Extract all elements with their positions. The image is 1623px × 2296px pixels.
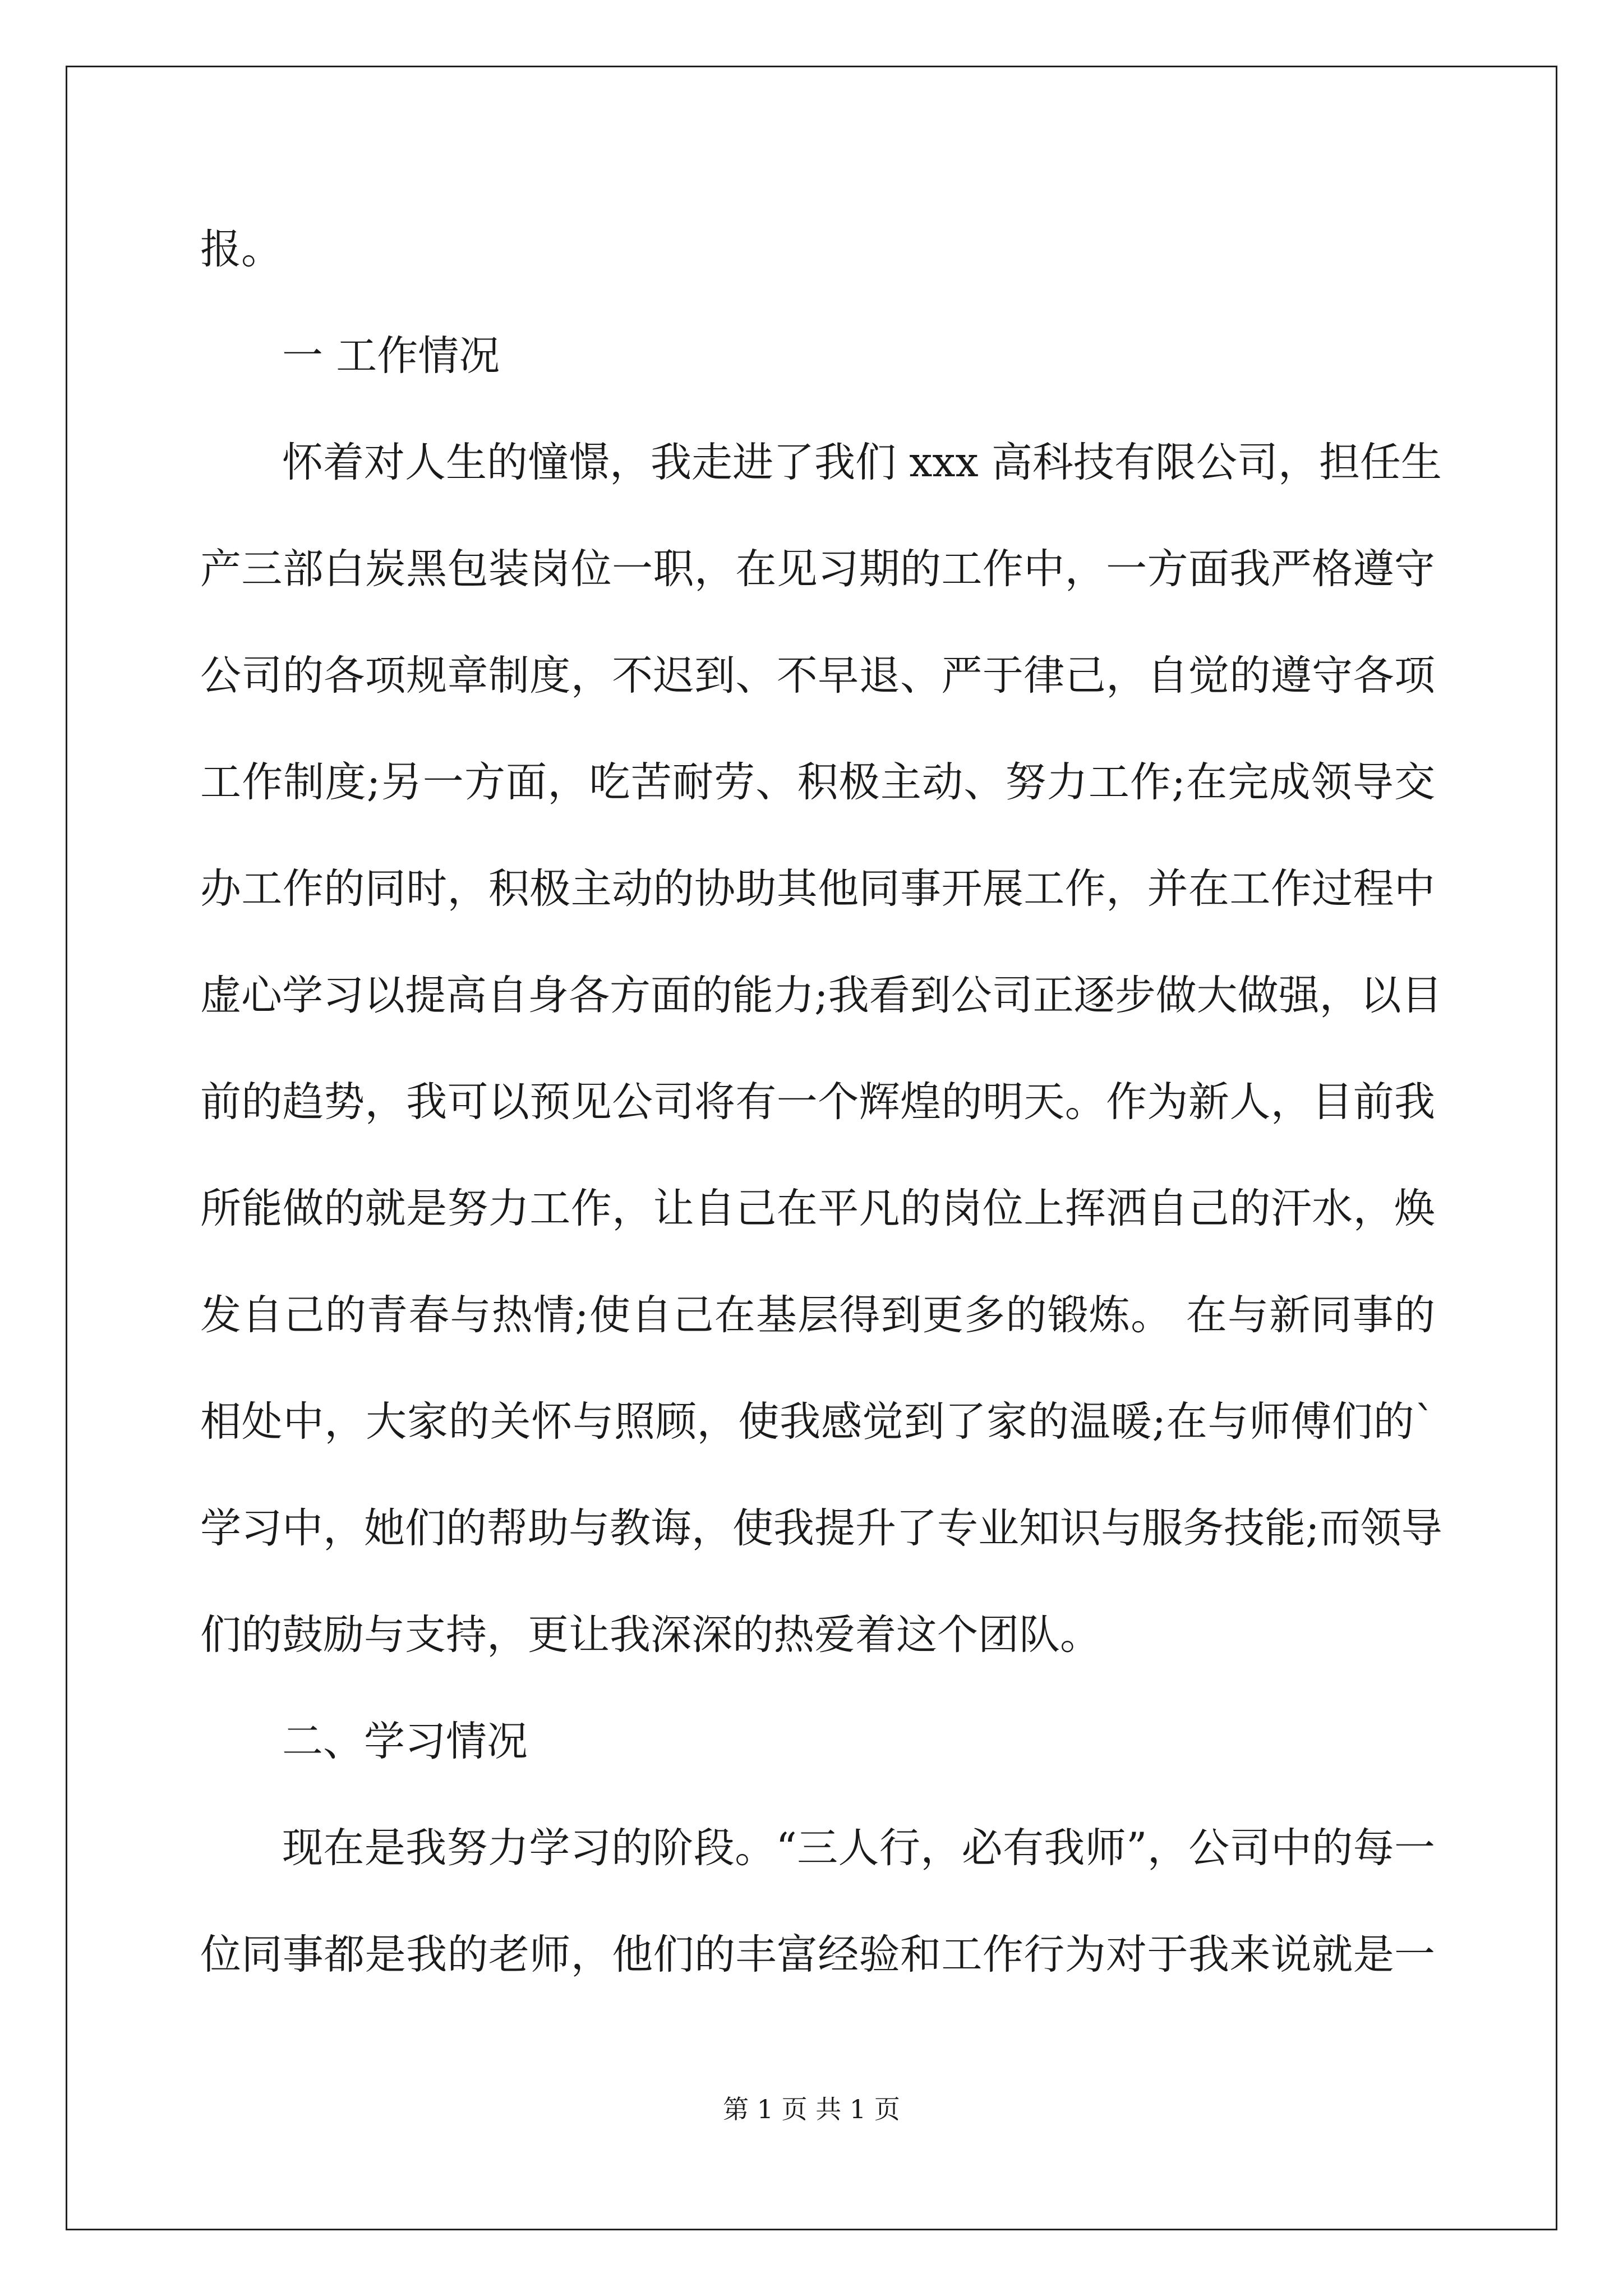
text-line: 发自己的青春与热情;使自己在基层得到更多的锻炼。 在与新同事的: [200, 1291, 1435, 1339]
section-heading: 一 工作情况: [282, 332, 500, 380]
text-line: 学习中，她们的帮助与教诲，使我提升了专业知识与服务技能;而领导: [200, 1504, 1442, 1552]
text-line: 位同事都是我的老师，他们的丰富经验和工作行为对于我来说就是一: [200, 1931, 1435, 1978]
text-line: 工作制度;另一方面，吃苦耐劳、积极主动、努力工作;在完成领导交: [200, 758, 1435, 806]
text-line: 怀着对人生的憧憬，我走进了我们 xxx 高科技有限公司，担任生: [282, 439, 1442, 486]
text-line: 办工作的同时，积极主动的协助其他同事开展工作，并在工作过程中: [200, 865, 1435, 913]
text-line: 产三部白炭黑包装岗位一职，在见习期的工作中，一方面我严格遵守: [200, 545, 1435, 593]
text-line: 相处中，大家的关怀与照顾，使我感觉到了家的温暖;在与师傅们的`: [200, 1398, 1435, 1446]
text-line: 们的鼓励与支持，更让我深深的热爱着这个团队。: [200, 1611, 1101, 1659]
page-footer: 第 1 页 共 1 页: [723, 2094, 900, 2124]
text-line: 前的趋势，我可以预见公司将有一个辉煌的明天。作为新人，目前我: [200, 1078, 1435, 1126]
document-body: [200, 222, 1442, 2033]
text-line: 公司的各项规章制度，不迟到、不早退、严于律己，自觉的遵守各项: [200, 652, 1435, 700]
text-line: 所能做的就是努力工作，让自己在平凡的岗位上挥洒自己的汗水，焕: [200, 1185, 1435, 1232]
text-line: 报。: [200, 226, 282, 273]
text-line: 现在是我努力学习的阶段。“三人行，必有我师”，公司中的每一: [282, 1824, 1435, 1872]
text-line: 虚心学习以提高自身各方面的能力;我看到公司正逐步做大做强，以目: [200, 972, 1442, 1019]
section-heading: 二、学习情况: [282, 1718, 528, 1765]
